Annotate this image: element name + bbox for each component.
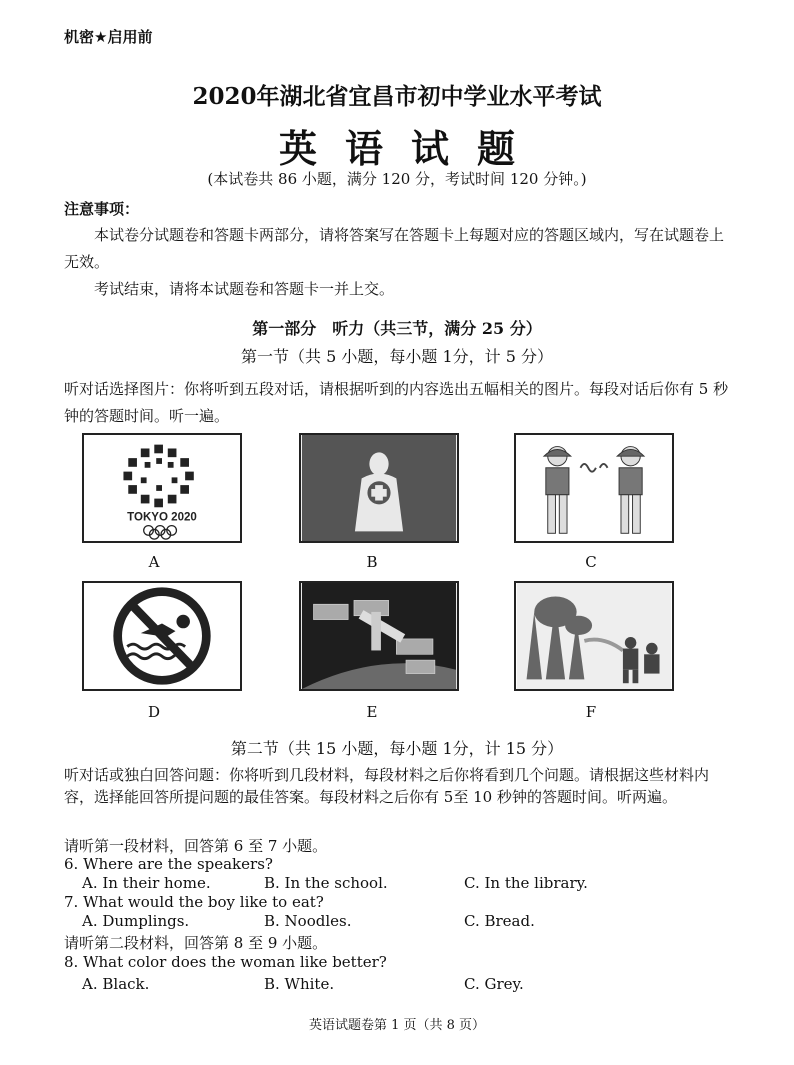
question-6-option-a: A. In their home.: [82, 874, 211, 892]
space-station-icon: [301, 583, 457, 689]
picture-d: [82, 581, 242, 691]
question-6-stem: 6. Where are the speakers?: [64, 855, 273, 873]
question-7-option-c: C. Bread.: [464, 912, 535, 930]
question-7-option-b: B. Noodles.: [264, 912, 352, 930]
picture-d-label: D: [147, 703, 161, 721]
section2-title: 第二节（共 15 小题，每小题 1分，计 15 分）: [230, 739, 564, 758]
question-6-option-b: B. In the school.: [264, 874, 388, 892]
question-8-option-b: B. White.: [264, 975, 335, 993]
material-1-instruction: 请听第一段材料，回答第 6 至 7 小题。: [64, 837, 328, 855]
question-8-option-a: A. Black.: [82, 975, 150, 993]
volunteers-icon: [516, 435, 672, 541]
notes-line-2: 考试结束，请将本试题卷和答题卡一并上交。: [94, 280, 395, 298]
question-6-option-c: C. In the library.: [464, 874, 588, 892]
no-swimming-icon: [84, 583, 240, 689]
tokyo-2020-logo: [84, 435, 240, 541]
page-footer: 英语试题卷第 1 页（共 8 页）: [308, 1018, 486, 1033]
notes-line-1: 本试卷分试题卷和答题卡两部分，请将答案写在答题卡上每题对应的答题区域内，写在试题卷上无效。: [64, 226, 725, 271]
picture-e: [299, 581, 459, 691]
picture-a-label: A: [148, 553, 160, 571]
picture-b-label: B: [366, 553, 378, 571]
confidential-mark: 机密★启用前: [64, 28, 153, 46]
section2-instructions: 听对话或独白回答问题：你将听到几段材料，每段材料之后你将看到几个问题。请根据这些材料内容，选择能回答所提问题的最佳答案。每段材料之后你有 5至 10 秒钟的答题时间。听两遍。: [64, 766, 710, 806]
picture-c-label: C: [585, 553, 597, 571]
picture-b: [299, 433, 459, 543]
section1-title: 第一节（共 5 小题，每小题 1分，计 5 分）: [241, 347, 553, 366]
picture-c: [514, 433, 674, 543]
firefighters-icon: [516, 583, 672, 689]
picture-e-label: E: [366, 703, 378, 721]
exam-title: 2020年湖北省宜昌市初中学业水平考试: [192, 83, 602, 110]
picture-f-label: F: [585, 703, 597, 721]
exam-info: (本试卷共 86 小题，满分 120 分，考试时间 120 分钟。): [207, 170, 587, 188]
picture-f: [514, 581, 674, 691]
part1-title: 第一部分 听力（共三节，满分 25 分）: [252, 319, 542, 338]
notes-heading: 注意事项：: [64, 200, 140, 218]
section1-instructions: 听对话选择图片：你将听到五段对话，请根据听到的内容选出五幅相关的图片。每段对话后你有 5 秒钟的答题时间。听一遍。: [64, 380, 729, 425]
question-7-option-a: A. Dumplings.: [82, 912, 190, 930]
question-8-stem: 8. What color does the woman like better?: [64, 953, 387, 971]
question-8-option-c: C. Grey.: [464, 975, 524, 993]
subject-title: 英语试题: [278, 126, 543, 171]
picture-a: [82, 433, 242, 543]
doctor-back-icon: [301, 435, 457, 541]
material-2-instruction: 请听第二段材料，回答第 8 至 9 小题。: [64, 934, 328, 952]
question-7-stem: 7. What would the boy like to eat?: [64, 893, 324, 911]
tokyo-caption: TOKYO 2020: [127, 511, 197, 524]
